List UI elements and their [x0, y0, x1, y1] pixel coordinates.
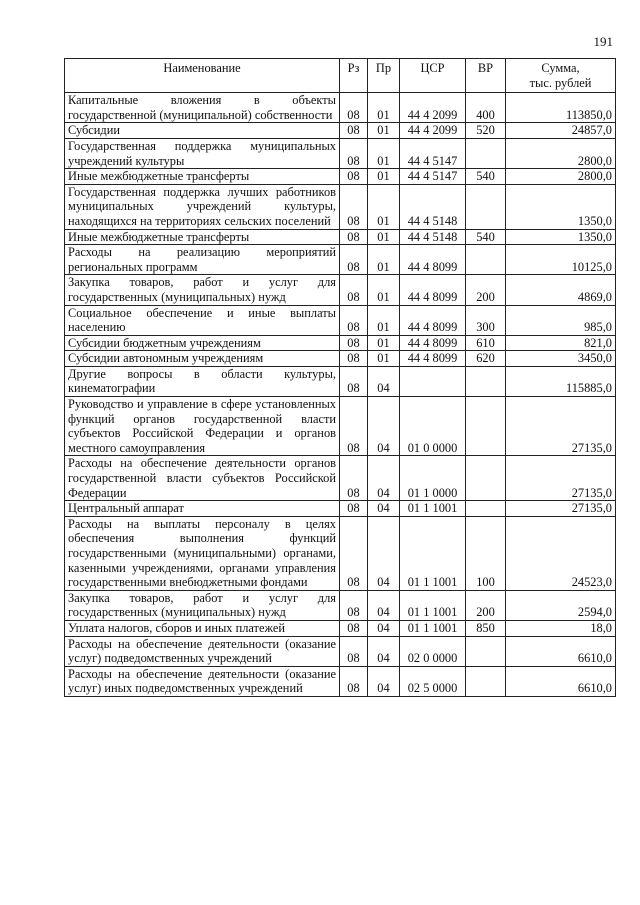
- cell-sum: 985,0: [506, 305, 616, 335]
- table-row: [65, 366, 616, 396]
- cell-rz: 08: [340, 456, 368, 501]
- cell-pr: 04: [368, 636, 400, 666]
- cell-sum: 1350,0: [506, 184, 616, 229]
- header-sum-line2: тыс. рублей: [529, 75, 592, 90]
- table-row: [65, 275, 616, 305]
- cell-sum: 10125,0: [506, 245, 616, 275]
- cell-sum: 113850,0: [506, 93, 616, 123]
- cell-name: Расходы на обеспечение деятельности органов государственной власти субъектов Российской Федерации: [65, 456, 340, 501]
- cell-name: Закупка товаров, работ и услуг для государственных (муниципальных) нужд: [65, 275, 340, 305]
- cell-sum: 6610,0: [506, 666, 616, 696]
- header-rz: Рз: [340, 59, 368, 93]
- cell-pr: 04: [368, 620, 400, 636]
- table-row: [65, 184, 616, 229]
- cell-name: Расходы на выплаты персоналу в целях обеспечения выполнения функций государственными (муниципальными) органами, казенными учреждениями, органами управления государственными внебюджетными фондами: [65, 516, 340, 590]
- cell-vr: 100: [466, 516, 506, 590]
- cell-csr: 44 4 5147: [400, 138, 466, 168]
- cell-sum: 27135,0: [506, 456, 616, 501]
- cell-sum: 115885,0: [506, 366, 616, 396]
- cell-rz: 08: [340, 397, 368, 456]
- cell-pr: 04: [368, 590, 400, 620]
- cell-csr: [400, 366, 466, 396]
- cell-rz: 08: [340, 620, 368, 636]
- cell-rz: 08: [340, 351, 368, 367]
- cell-sum: 24523,0: [506, 516, 616, 590]
- cell-name: Субсидии: [65, 123, 340, 139]
- cell-csr: 01 0 0000: [400, 397, 466, 456]
- cell-name: Иные межбюджетные трансферты: [65, 229, 340, 245]
- cell-sum: 2800,0: [506, 169, 616, 185]
- cell-rz: 08: [340, 275, 368, 305]
- cell-name: Социальное обеспечение и иные выплаты населению: [65, 305, 340, 335]
- cell-sum: 24857,0: [506, 123, 616, 139]
- cell-csr: 44 4 5147: [400, 169, 466, 185]
- cell-csr: 44 4 8099: [400, 275, 466, 305]
- header-csr: ЦСР: [400, 59, 466, 93]
- cell-vr: [466, 138, 506, 168]
- cell-pr: 01: [368, 93, 400, 123]
- cell-csr: 01 1 1001: [400, 516, 466, 590]
- cell-sum: 1350,0: [506, 229, 616, 245]
- cell-rz: 08: [340, 245, 368, 275]
- cell-sum: 4869,0: [506, 275, 616, 305]
- cell-rz: 08: [340, 123, 368, 139]
- cell-pr: 04: [368, 666, 400, 696]
- budget-table: [64, 58, 616, 697]
- cell-pr: 01: [368, 138, 400, 168]
- cell-pr: 04: [368, 456, 400, 501]
- cell-name: Центральный аппарат: [65, 501, 340, 517]
- cell-csr: 44 4 8099: [400, 305, 466, 335]
- cell-sum: 3450,0: [506, 351, 616, 367]
- table-row: [65, 666, 616, 696]
- page-number: 191: [593, 34, 613, 49]
- cell-csr: 44 4 5148: [400, 229, 466, 245]
- cell-vr: 200: [466, 590, 506, 620]
- cell-vr: 520: [466, 123, 506, 139]
- cell-vr: 540: [466, 169, 506, 185]
- cell-vr: [466, 397, 506, 456]
- cell-sum: 821,0: [506, 335, 616, 351]
- table-row: [65, 636, 616, 666]
- cell-vr: 850: [466, 620, 506, 636]
- cell-csr: 01 1 1001: [400, 590, 466, 620]
- cell-name: Государственная поддержка лучших работников муниципальных учреждений культуры, находящихся на территориях сельских поселений: [65, 184, 340, 229]
- cell-rz: 08: [340, 184, 368, 229]
- cell-name: Расходы на обеспечение деятельности (оказание услуг) подведомственных учреждений: [65, 636, 340, 666]
- table-row: [65, 229, 616, 245]
- table-row: [65, 351, 616, 367]
- cell-pr: 04: [368, 516, 400, 590]
- cell-pr: 04: [368, 366, 400, 396]
- cell-name: Государственная поддержка муниципальных учреждений культуры: [65, 138, 340, 168]
- cell-name: Иные межбюджетные трансферты: [65, 169, 340, 185]
- cell-rz: 08: [340, 305, 368, 335]
- cell-vr: [466, 666, 506, 696]
- cell-rz: 08: [340, 666, 368, 696]
- cell-csr: 44 4 2099: [400, 93, 466, 123]
- cell-name: Субсидии автономным учреждениям: [65, 351, 340, 367]
- cell-csr: 02 5 0000: [400, 666, 466, 696]
- cell-name: Закупка товаров, работ и услуг для государственных (муниципальных) нужд: [65, 590, 340, 620]
- cell-rz: 08: [340, 636, 368, 666]
- cell-pr: 01: [368, 305, 400, 335]
- cell-name: Другие вопросы в области культуры, кинематографии: [65, 366, 340, 396]
- table-row: [65, 245, 616, 275]
- cell-name: Уплата налогов, сборов и иных платежей: [65, 620, 340, 636]
- cell-vr: [466, 636, 506, 666]
- table-row: [65, 123, 616, 139]
- cell-vr: 400: [466, 93, 506, 123]
- header-sum: [506, 59, 616, 93]
- cell-vr: 620: [466, 351, 506, 367]
- cell-pr: 01: [368, 275, 400, 305]
- cell-sum: 6610,0: [506, 636, 616, 666]
- cell-csr: 01 1 1001: [400, 620, 466, 636]
- cell-name: Расходы на реализацию мероприятий региональных программ: [65, 245, 340, 275]
- cell-sum: 27135,0: [506, 397, 616, 456]
- table-row: [65, 93, 616, 123]
- cell-pr: 01: [368, 335, 400, 351]
- cell-rz: 08: [340, 366, 368, 396]
- cell-pr: 01: [368, 351, 400, 367]
- table-row: [65, 397, 616, 456]
- cell-pr: 01: [368, 169, 400, 185]
- cell-vr: [466, 366, 506, 396]
- cell-name: Субсидии бюджетным учреждениям: [65, 335, 340, 351]
- cell-vr: [466, 245, 506, 275]
- cell-csr: 44 4 8099: [400, 351, 466, 367]
- cell-vr: 610: [466, 335, 506, 351]
- header-vr: ВР: [466, 59, 506, 93]
- table-row: [65, 456, 616, 501]
- table-row: [65, 169, 616, 185]
- cell-sum: 18,0: [506, 620, 616, 636]
- header-pr: Пр: [368, 59, 400, 93]
- cell-vr: [466, 501, 506, 517]
- table-header-row: [65, 59, 616, 93]
- cell-vr: [466, 456, 506, 501]
- cell-rz: 08: [340, 93, 368, 123]
- cell-rz: 08: [340, 335, 368, 351]
- cell-vr: [466, 184, 506, 229]
- table-row: [65, 501, 616, 517]
- cell-sum: 2594,0: [506, 590, 616, 620]
- cell-name: Руководство и управление в сфере установленных функций органов государственной власти субъектов Российской Федерации и органов местного самоуправления: [65, 397, 340, 456]
- table-row: [65, 590, 616, 620]
- cell-csr: 44 4 8099: [400, 245, 466, 275]
- cell-rz: 08: [340, 501, 368, 517]
- cell-pr: 01: [368, 123, 400, 139]
- table-row: [65, 305, 616, 335]
- table-row: [65, 138, 616, 168]
- cell-csr: 01 1 0000: [400, 456, 466, 501]
- cell-name: Капитальные вложения в объекты государственной (муниципальной) собственности: [65, 93, 340, 123]
- table-row: [65, 516, 616, 590]
- cell-sum: 27135,0: [506, 501, 616, 517]
- cell-pr: 04: [368, 501, 400, 517]
- cell-rz: 08: [340, 590, 368, 620]
- table-body: [65, 93, 616, 697]
- cell-csr: 02 0 0000: [400, 636, 466, 666]
- cell-name: Расходы на обеспечение деятельности (оказание услуг) иных подведомственных учреждений: [65, 666, 340, 696]
- cell-csr: 44 4 2099: [400, 123, 466, 139]
- header-sum-line1: Сумма,: [541, 61, 580, 75]
- cell-rz: 08: [340, 138, 368, 168]
- cell-csr: 01 1 1001: [400, 501, 466, 517]
- header-name: Наименование: [65, 59, 340, 93]
- cell-rz: 08: [340, 516, 368, 590]
- cell-pr: 01: [368, 184, 400, 229]
- cell-sum: 2800,0: [506, 138, 616, 168]
- cell-vr: 540: [466, 229, 506, 245]
- cell-csr: 44 4 5148: [400, 184, 466, 229]
- cell-rz: 08: [340, 169, 368, 185]
- cell-vr: 200: [466, 275, 506, 305]
- cell-csr: 44 4 8099: [400, 335, 466, 351]
- cell-rz: 08: [340, 229, 368, 245]
- cell-pr: 01: [368, 229, 400, 245]
- table-row: [65, 335, 616, 351]
- table-row: [65, 620, 616, 636]
- cell-pr: 04: [368, 397, 400, 456]
- cell-vr: 300: [466, 305, 506, 335]
- cell-pr: 01: [368, 245, 400, 275]
